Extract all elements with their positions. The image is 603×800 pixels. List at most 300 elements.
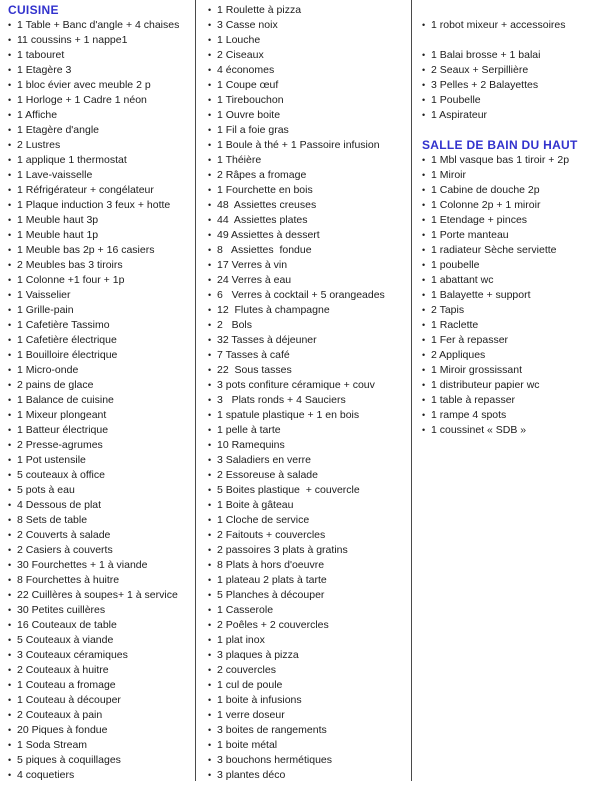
bullet-icon: • [8,20,12,30]
bullet-icon: • [208,5,212,15]
bullet-icon: • [208,515,212,525]
item-text: 1 plat inox [217,634,265,646]
item-text: 3 pots confiture céramique + couv [217,379,375,391]
list-item [8,513,195,528]
list-item [8,183,195,198]
bullet-icon: • [208,500,212,510]
item-text: 1 Miroir grossissant [431,364,523,376]
bullet-icon: • [208,695,212,705]
bullet-icon: • [8,545,12,555]
item-text: 1 boite à infusions [217,694,302,706]
list-item [208,738,411,753]
list-item [208,408,411,423]
list-item [8,528,195,543]
list-item [208,168,411,183]
item-text: 7 Tasses à café [217,349,290,361]
bullet-icon: • [422,50,426,60]
item-text: 3 plaques à pizza [217,649,299,661]
list-item [8,78,195,93]
item-text: 32 Tasses à déjeuner [217,334,317,346]
list-item [8,393,195,408]
bullet-icon: • [422,365,426,375]
item-text: 1 Etendage + pinces [431,214,528,226]
bullet-icon: • [208,110,212,120]
list-item [422,348,602,363]
item-text: 1 Etagère d'angle [17,124,99,136]
bullet-icon: • [208,545,212,555]
bullet-icon: • [208,665,212,675]
bullet-icon: • [8,410,12,420]
bullet-icon: • [8,335,12,345]
list-item [8,603,195,618]
item-text: 1 cul de poule [217,679,283,691]
bullet-icon: • [8,620,12,630]
list-item [208,513,411,528]
item-text: 1 Micro-onde [17,364,79,376]
bullet-icon: • [422,245,426,255]
item-text: 2 Râpes a fromage [217,169,307,181]
item-text: 20 Piques à fondue [17,724,108,736]
bullet-icon: • [208,560,212,570]
bullet-icon: • [208,455,212,465]
item-text: 24 Verres à eau [217,274,292,286]
list-item [8,543,195,558]
list-item [208,378,411,393]
bullet-icon: • [208,35,212,45]
bullet-icon: • [208,155,212,165]
item-text: 2 Couteaux à pain [17,709,103,721]
item-text: 8 Plats à hors d'oeuvre [217,559,325,571]
bullet-icon: • [208,170,212,180]
item-text: 1 Couteau à découper [17,694,121,706]
item-text: 1 Balance de cuisine [17,394,114,406]
bullet-icon: • [208,215,212,225]
list-item [208,33,411,48]
item-text: 1 Cafetière électrique [17,334,117,346]
item-text: 1 Miroir [431,169,467,181]
list-item [422,273,602,288]
list-item [208,108,411,123]
bullet-icon: • [8,215,12,225]
list-item [8,648,195,663]
item-text: 17 Verres à vin [217,259,288,271]
bullet-icon: • [208,275,212,285]
item-text: 1 Cafetière Tassimo [17,319,110,331]
bullet-icon: • [422,170,426,180]
list-item [208,768,411,783]
list-item [208,753,411,768]
list-item [208,678,411,693]
list-item [8,753,195,768]
list-item [422,333,602,348]
item-text: 1 abattant wc [431,274,494,286]
list-item [8,18,195,33]
bullet-icon: • [422,350,426,360]
item-text: 3 Casse noix [217,19,278,31]
bullet-icon: • [422,260,426,270]
item-text: 4 économes [217,64,275,76]
item-text: 2 pains de glace [17,379,94,391]
list-item [422,393,602,408]
bullet-icon: • [8,185,12,195]
bullet-icon: • [208,65,212,75]
bullet-icon: • [8,170,12,180]
list-item [422,228,602,243]
list-item [8,33,195,48]
item-text: 1 Cloche de service [217,514,310,526]
item-text: 5 Planches à découper [217,589,325,601]
bullet-icon: • [8,770,12,780]
list-item [8,123,195,138]
list-item [8,708,195,723]
item-text: 1 distributeur papier wc [431,379,540,391]
item-text: 1 Affiche [17,109,58,121]
bullet-icon: • [208,350,212,360]
item-text: 1 Boule à thé + 1 Passoire infusion [217,139,380,151]
bullet-icon: • [208,440,212,450]
item-text: 11 coussins + 1 nappe1 [17,34,128,46]
item-text: 10 Ramequins [217,439,285,451]
list-item [208,48,411,63]
item-text: 1 Fil a foie gras [217,124,289,136]
list-item [422,303,602,318]
list-item [422,18,602,33]
list-item [8,483,195,498]
item-text: 1 Théière [217,154,262,166]
list-item [208,423,411,438]
list-item [8,258,195,273]
item-text: 1 Plaque induction 3 feux + hotte [17,199,171,211]
bullet-icon: • [208,140,212,150]
bullet-icon: • [208,50,212,60]
bullet-icon: • [208,530,212,540]
list-item [422,363,602,378]
blank-line [422,3,602,18]
item-text: 2 Faitouts + couvercles [217,529,326,541]
item-text: 1 Fer à repasser [431,334,509,346]
bullet-icon: • [422,80,426,90]
item-text: 1 rampe 4 spots [431,409,507,421]
list-item [8,243,195,258]
item-text: 1 Colonne +1 four + 1p [17,274,125,286]
item-text: 2 Couverts à salade [17,529,111,541]
item-text: 1 Balai brosse + 1 balai [431,49,541,61]
item-text: 3 Saladiers en verre [217,454,311,466]
list-item [422,258,602,273]
item-text: 1 Meuble bas 2p + 16 casiers [17,244,155,256]
bullet-icon: • [208,290,212,300]
list-item [422,198,602,213]
bullet-icon: • [422,395,426,405]
bullet-icon: • [8,140,12,150]
item-text: 1 Soda Stream [17,739,88,751]
list-item [208,633,411,648]
item-text: 22 Sous tasses [217,364,292,376]
list-item [208,468,411,483]
bullet-icon: • [422,320,426,330]
item-text: 1 Etagère 3 [17,64,72,76]
list-item [208,3,411,18]
list-item [422,213,602,228]
item-text: 1 Couteau a fromage [17,679,116,691]
list-item [8,348,195,363]
item-text: 30 Petites cuillères [17,604,106,616]
list-item [8,168,195,183]
bullet-icon: • [8,485,12,495]
bullet-icon: • [8,230,12,240]
bullet-icon: • [8,35,12,45]
bullet-icon: • [8,755,12,765]
item-text: 1 Pot ustensile [17,454,86,466]
bullet-icon: • [208,710,212,720]
bullet-icon: • [8,245,12,255]
item-text: 5 Boites plastique + couvercle [217,484,360,496]
list-item [208,573,411,588]
item-text: 8 Sets de table [17,514,88,526]
item-text: 2 Couteaux à huitre [17,664,109,676]
bullet-icon: • [8,650,12,660]
item-text: 1 Batteur électrique [17,424,109,436]
bullet-icon: • [208,245,212,255]
bullet-icon: • [208,575,212,585]
list-item [8,93,195,108]
item-text: 1 Vaisselier [17,289,71,301]
bullet-icon: • [8,350,12,360]
list-item [208,93,411,108]
item-text: 3 Couteaux céramiques [17,649,128,661]
list-item [422,78,602,93]
item-text: 4 Dessous de plat [17,499,102,511]
item-text: 1 coussinet « SDB » [431,424,527,436]
item-text: 48 Assiettes creuses [217,199,317,211]
list-item [208,558,411,573]
item-text: 2 Meubles bas 3 tiroirs [17,259,123,271]
list-item [8,108,195,123]
bullet-icon: • [8,290,12,300]
bullet-icon: • [208,260,212,270]
bullet-icon: • [8,440,12,450]
list-item [208,618,411,633]
bullet-icon: • [208,680,212,690]
item-text: 16 Couteaux de table [17,619,117,631]
list-item [8,438,195,453]
bullet-icon: • [422,215,426,225]
item-text: 3 Pelles + 2 Balayettes [431,79,539,91]
bullet-icon: • [8,125,12,135]
item-text: 22 Cuillères à soupes+ 1 à service [17,589,178,601]
item-text: 1 verre doseur [217,709,285,721]
item-text: 1 tabouret [17,49,65,61]
item-text: 2 Bols [217,319,253,331]
bullet-icon: • [208,20,212,30]
bullet-icon: • [422,155,426,165]
list-item [422,378,602,393]
bullet-icon: • [8,95,12,105]
list-item [422,48,602,63]
item-text: 5 couteaux à office [17,469,105,481]
item-text: 1 pelle à tarte [217,424,281,436]
item-text: 1 Grille-pain [17,304,74,316]
bullet-icon: • [208,380,212,390]
list-item [422,108,602,123]
list-item [422,318,602,333]
item-text: 1 Porte manteau [431,229,509,241]
list-item [422,168,602,183]
list-item [8,378,195,393]
list-item [8,303,195,318]
bullet-icon: • [422,335,426,345]
bullet-icon: • [208,590,212,600]
bullet-icon: • [422,380,426,390]
bullet-icon: • [8,80,12,90]
list-item [208,123,411,138]
item-text: 1 spatule plastique + 1 en bois [217,409,360,421]
item-text: 2 Poêles + 2 couvercles [217,619,329,631]
item-text: 2 Appliques [431,349,486,361]
item-text: 3 bouchons hermétiques [217,754,332,766]
bullet-icon: • [422,275,426,285]
bullet-icon: • [8,710,12,720]
bullet-icon: • [8,305,12,315]
list-item [208,588,411,603]
bullet-icon: • [422,200,426,210]
list-item [8,738,195,753]
bullet-icon: • [208,305,212,315]
item-text: 1 Balayette + support [431,289,531,301]
item-text: 3 boites de rangements [217,724,327,736]
list-item [208,693,411,708]
bullet-icon: • [8,500,12,510]
bullet-icon: • [208,335,212,345]
list-item [208,318,411,333]
item-text: 30 Fourchettes + 1 à viande [17,559,148,571]
bullet-icon: • [208,485,212,495]
item-text: 1 Mixeur plongeant [17,409,107,421]
list-item [208,663,411,678]
list-item [8,363,195,378]
item-text: 1 Casserole [217,604,274,616]
bullet-icon: • [422,20,426,30]
item-text: 4 coquetiers [17,769,75,781]
item-text: 5 Couteaux à viande [17,634,114,646]
bullet-icon: • [8,200,12,210]
list-item [422,153,602,168]
list-item [208,708,411,723]
bullet-icon: • [208,365,212,375]
item-text: 1 Aspirateur [431,109,488,121]
list-item [208,348,411,363]
item-text: 1 poubelle [431,259,480,271]
list-item [208,393,411,408]
item-text: 1 robot mixeur + accessoires [431,19,566,31]
item-text: 5 pots à eau [17,484,75,496]
bullet-icon: • [208,740,212,750]
bullet-icon: • [208,650,212,660]
item-text: 2 Tapis [431,304,465,316]
list-item [208,483,411,498]
list-item [8,273,195,288]
list-item [8,453,195,468]
item-text: 1 Meuble haut 1p [17,229,99,241]
bullet-icon: • [8,260,12,270]
list-item [8,48,195,63]
item-text: 8 Fourchettes à huitre [17,574,120,586]
list-item [422,63,602,78]
list-item [422,423,602,438]
bullet-icon: • [208,470,212,480]
bullet-icon: • [422,410,426,420]
item-text: 1 Horloge + 1 Cadre 1 néon [17,94,147,106]
bullet-icon: • [8,635,12,645]
item-text: 1 Colonne 2p + 1 miroir [431,199,541,211]
bullet-icon: • [208,95,212,105]
bullet-icon: • [8,740,12,750]
item-text: 6 Verres à cocktail + 5 orangeades [217,289,385,301]
column-bathroom-right [412,0,602,800]
bullet-icon: • [8,605,12,615]
bullet-icon: • [208,395,212,405]
bullet-icon: • [8,395,12,405]
list-item [8,153,195,168]
list-item [208,603,411,618]
item-text: 1 bloc évier avec meuble 2 p [17,79,151,91]
bullet-icon: • [8,275,12,285]
list-item [8,408,195,423]
item-text: 1 radiateur Sèche serviette [431,244,557,256]
list-item [208,723,411,738]
list-item [208,63,411,78]
item-text: 2 couvercles [217,664,276,676]
list-item [8,663,195,678]
list-item [208,543,411,558]
bullet-icon: • [8,695,12,705]
item-text: 1 Ouvre boite [217,109,281,121]
list-item [208,528,411,543]
item-text: 1 Poubelle [431,94,481,106]
list-item [208,288,411,303]
list-item [208,198,411,213]
bullet-icon: • [8,50,12,60]
item-text: 2 Ciseaux [217,49,264,61]
bullet-icon: • [8,470,12,480]
list-item [8,198,195,213]
bullet-icon: • [8,515,12,525]
bullet-icon: • [8,380,12,390]
list-item [208,228,411,243]
bullet-icon: • [422,95,426,105]
list-item [208,273,411,288]
item-text: 1 Fourchette en bois [217,184,313,196]
list-item [8,498,195,513]
bullet-icon: • [208,230,212,240]
bullet-icon: • [8,665,12,675]
item-text: 2 Lustres [17,139,61,151]
list-item [8,468,195,483]
item-text: 1 Table + Banc d'angle + 4 chaises [17,19,180,31]
bullet-icon: • [208,770,212,780]
item-text: 3 Plats ronds + 4 Sauciers [217,394,346,406]
bullet-icon: • [8,455,12,465]
list-item [422,183,602,198]
list-item [208,18,411,33]
section-heading: SALLE DE BAIN DU HAUT [422,138,578,152]
item-text: 44 Assiettes plates [217,214,308,226]
list-item [422,243,602,258]
list-item [208,138,411,153]
item-text: 1 applique 1 thermostat [17,154,127,166]
bullet-icon: • [208,425,212,435]
item-text: 49 Assiettes à dessert [217,229,320,241]
